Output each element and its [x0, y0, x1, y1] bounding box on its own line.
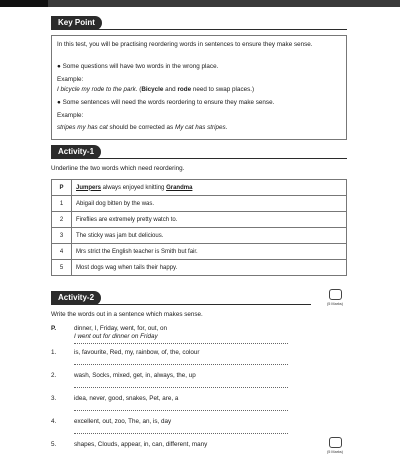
- question-item: [51, 395, 178, 402]
- key-point-bullet-1: ● Some questions will have two words in the wrong place.: [57, 63, 219, 70]
- item-words: idea, never, good, snakes, Pet, are, a: [74, 395, 179, 402]
- item-number: 5.: [51, 441, 57, 448]
- item-number: P.: [51, 325, 57, 332]
- table-row: [52, 212, 347, 228]
- activity-1-score-box[interactable]: [329, 289, 342, 300]
- activity-2-instruction: Write the words out in a sentence which makes sense.: [51, 311, 203, 318]
- item-number: 4.: [51, 418, 57, 425]
- activity-1-rule: [51, 158, 347, 159]
- answer-line-2[interactable]: [74, 387, 288, 388]
- activity-2-rule: [51, 304, 311, 305]
- item-words: is, favourite, Red, my, rainbow, of, the, colour: [74, 349, 200, 356]
- row-sentence[interactable]: Fireflies are extremely pretty watch to.: [72, 212, 347, 228]
- practice-middle: always enjoyed knitting: [101, 184, 167, 191]
- example-1-word-bicycle: Bicycle: [141, 86, 164, 93]
- underlined-word-2: Grandma: [166, 184, 193, 191]
- question-item: [51, 372, 196, 379]
- example-1-word-rode: rode: [177, 86, 192, 93]
- answer-line-practice: [74, 343, 288, 344]
- row-number: 4: [52, 244, 72, 260]
- activity-1-instruction: Underline the two words which need reordering.: [51, 165, 185, 172]
- row-number: 1: [52, 196, 72, 212]
- table-row: [52, 228, 347, 244]
- top-bar: [0, 0, 400, 7]
- row-sentence[interactable]: Mrs strict the English teacher is Smith but fair.: [72, 244, 347, 260]
- key-point-rule: [51, 29, 347, 30]
- item-words: wash, Socks, mixed, get, in, always, the, up: [74, 372, 196, 379]
- example-2-corrected: My cat has stripes.: [174, 124, 228, 131]
- example-1-sentence: I bicycle my rode to the park.: [57, 86, 138, 93]
- row-number: 3: [52, 228, 72, 244]
- table-row: [52, 260, 347, 276]
- item-number: 2.: [51, 372, 57, 379]
- activity-2-marks: (5 Marks): [326, 450, 344, 454]
- bullet-2-text: Some sentences will need the words reordering to ensure they make sense.: [62, 99, 275, 106]
- activity-2-score-box[interactable]: [329, 437, 342, 448]
- item-words: shapes, Clouds, appear, in, can, different, many: [74, 441, 208, 448]
- item-words: dinner, I, Friday, went, for, out, on: [74, 325, 167, 332]
- answer-line-3[interactable]: [74, 410, 288, 411]
- table-row: [52, 196, 347, 212]
- row-number: 2: [52, 212, 72, 228]
- item-number: 1.: [51, 349, 57, 356]
- table-row: [52, 244, 347, 260]
- table-row-practice: [52, 180, 347, 196]
- example-label-1: Example:: [57, 76, 84, 83]
- question-item: [51, 349, 200, 356]
- example-label-2: Example:: [57, 112, 84, 119]
- key-point-heading: Key Point: [51, 16, 102, 30]
- practice-item: [51, 325, 167, 332]
- row-sentence[interactable]: Abigail dog bitten by the was.: [72, 196, 347, 212]
- example-2-jumbled: stripes my has cat: [57, 124, 108, 131]
- example-1: [57, 86, 254, 94]
- example-1-rest: need to swap places.): [191, 86, 255, 93]
- row-number: P: [52, 180, 72, 196]
- activity-1-marks: (5 Marks): [326, 302, 344, 306]
- activity-1-heading: Activity-1: [51, 145, 101, 159]
- row-sentence[interactable]: The sticky was jam but delicious.: [72, 228, 347, 244]
- example-2: [57, 124, 227, 132]
- question-item: [51, 418, 171, 425]
- activity-1-table: [51, 179, 347, 276]
- bullet-1-text: Some questions will have two words in the wrong place.: [62, 63, 219, 70]
- underlined-word-1: Jumpers: [76, 184, 102, 191]
- answer-line-1[interactable]: [74, 364, 288, 365]
- row-sentence: [72, 180, 347, 196]
- key-point-bullet-2: ● Some sentences will need the words reordering to ensure they make sense.: [57, 99, 275, 106]
- key-point-box: [51, 35, 347, 140]
- row-sentence[interactable]: Most dogs wag when tails their happy.: [72, 260, 347, 276]
- answer-line-4[interactable]: [74, 433, 288, 434]
- example-2-middle: should be corrected as: [107, 124, 175, 131]
- top-bar-dark-segment: [0, 0, 48, 7]
- row-number: 5: [52, 260, 72, 276]
- key-point-intro: In this test, you will be practising reordering words in sentences to ensure they make sense.: [57, 41, 313, 48]
- item-words: excellent, out, zoo, The, an, is, day: [74, 418, 172, 425]
- question-item: [51, 441, 207, 448]
- activity-2-heading: Activity-2: [51, 291, 101, 305]
- example-1-open: (: [139, 86, 142, 93]
- example-1-and: and: [163, 86, 178, 93]
- practice-answer: I went out for dinner on Friday: [74, 333, 158, 340]
- item-number: 3.: [51, 395, 57, 402]
